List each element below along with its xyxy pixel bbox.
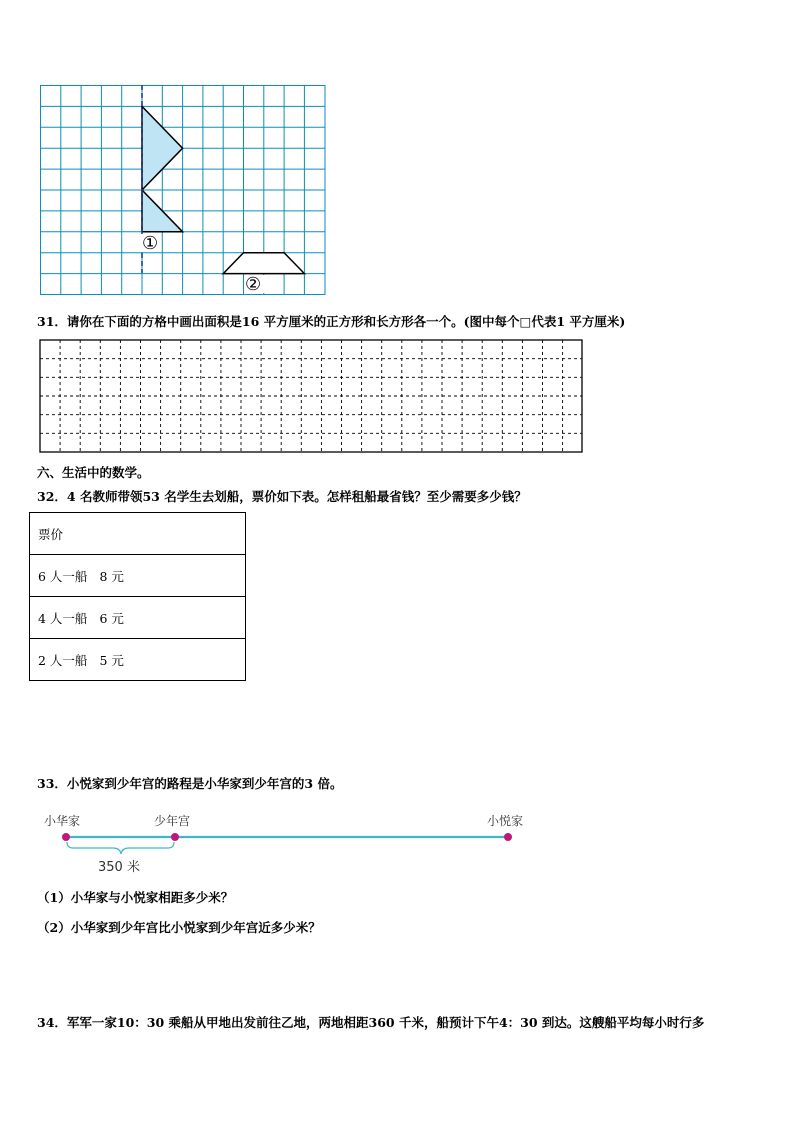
distance-label: 350 米: [98, 860, 140, 875]
row-label: 4 人一船: [38, 610, 88, 626]
question-34: 34．军军一家10：30 乘船从甲地出发前往乙地，两地相距360 千米，船预计下午4：30 到达。这艘船平均每小时行多: [37, 1015, 705, 1030]
point-youth-palace: [171, 833, 179, 841]
label-xiaoyue-home: 小悦家: [487, 814, 524, 828]
distance-diagram: [60, 830, 520, 856]
question-33-part-1: （1）小华家与小悦家相距多少米？: [37, 890, 234, 905]
dashed-grid: [39, 339, 584, 455]
point-xiaoyue: [504, 833, 512, 841]
grid-figure: [38, 83, 330, 297]
price-table: [29, 512, 246, 681]
point-xiaohua: [62, 833, 70, 841]
label-youth-palace: 少年宫: [154, 814, 191, 828]
section-heading: 六、生活中的数学。: [37, 465, 150, 480]
table-row: [30, 555, 246, 597]
distance-brace: [67, 842, 174, 854]
question-31: 31．请你在下面的方格中画出面积是16 平方厘米的正方形和长方形各一个。(图中每个□代表1 平方厘米): [37, 314, 626, 329]
shape-2: [223, 253, 304, 274]
question-33-part-2: （2）小华家到少年宫比小悦家到少年宫近多少米？: [37, 920, 321, 935]
table-row: [30, 513, 246, 555]
table-header: 票价: [30, 513, 246, 555]
label-xiaohua-home: 小华家: [44, 814, 81, 828]
table-row: [30, 639, 246, 681]
table-row: [30, 597, 246, 639]
row-label: 6 人一船: [38, 568, 88, 584]
row-price: 6 元: [99, 610, 124, 626]
shape-2-label: ②: [245, 274, 262, 295]
shape-1-label: ①: [142, 233, 159, 254]
question-32: 32．4 名教师带领53 名学生去划船，票价如下表。怎样租船最省钱？至少需要多少钱？: [37, 489, 527, 504]
row-price: 5 元: [99, 652, 124, 668]
row-price: 8 元: [99, 568, 124, 584]
row-label: 2 人一船: [38, 652, 88, 668]
question-33: 33．小悦家到少年宫的路程是小华家到少年宫的3 倍。: [37, 776, 343, 791]
